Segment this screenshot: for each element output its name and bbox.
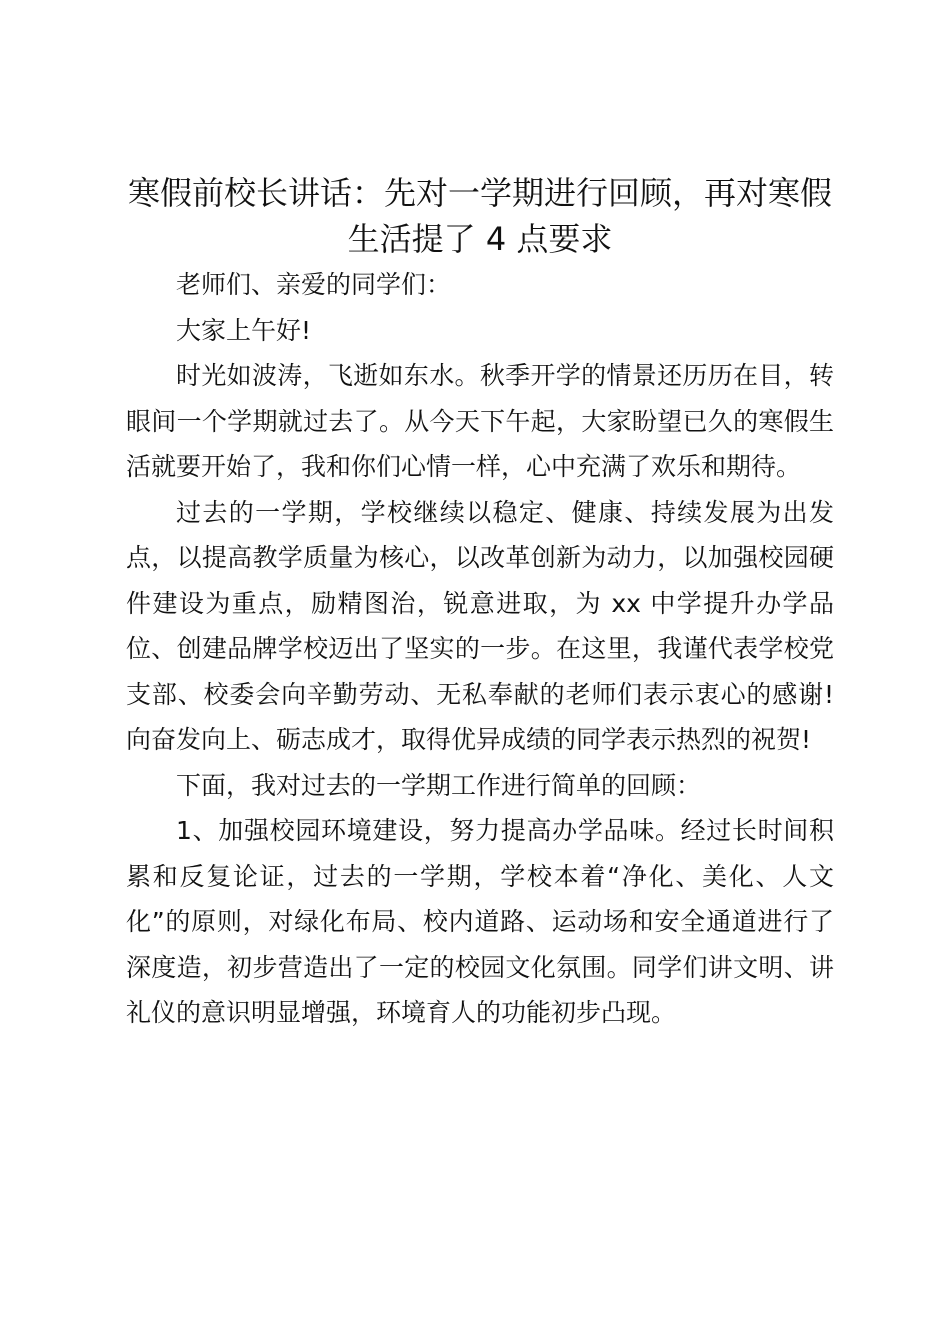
paragraph-intro: 时光如波涛，飞逝如东水。秋季开学的情景还历历在目，转眼间一个学期就过去了。从今天下午起，大家盼望已久的寒假生活就要开始了，我和你们心情一样，心中充满了欢乐和期待。 bbox=[126, 361, 834, 481]
document-body bbox=[126, 170, 834, 1036]
document-title: 寒假前校长讲话：先对一学期进行回顾，再对寒假生活提了 4 点要求 bbox=[127, 174, 832, 258]
paragraph-greeting: 大家上午好! bbox=[176, 315, 312, 345]
paragraph-salutation: 老师们、亲爱的同学们： bbox=[176, 270, 452, 299]
paragraph-review-heading: 下面，我对过去的一学期工作进行简单的回顾： bbox=[176, 770, 702, 800]
paragraph-point-1: 1、加强校园环境建设，努力提高办学品味。经过长时间积累和反复论证，过去的一学期，学校本着“净化、美化、人文化”的原则，对绿化布局、校内道路、运动场和安全通道进行了深度造，初步营造出了一定的校园文化氛围。同学们讲文明、讲礼仪的意识明显增强，环境育人的功能初步凸现。 bbox=[126, 816, 834, 1027]
paragraph-review-summary: 过去的一学期，学校继续以稳定、健康、持续发展为出发点，以提高教学质量为核心，以改革创新为动力，以加强校园硬件建设为重点，励精图治，锐意进取，为 xx 中学提升办学品位、创建品牌学校迈出了坚实的一步。在这里，我谨代表学校党支部、校委会向辛勤劳动、无私奉献的老师们表示衷心的感谢!向奋发向上、砺志成才，取得优异成绩的同学表示热烈的祝贺! bbox=[126, 497, 834, 754]
